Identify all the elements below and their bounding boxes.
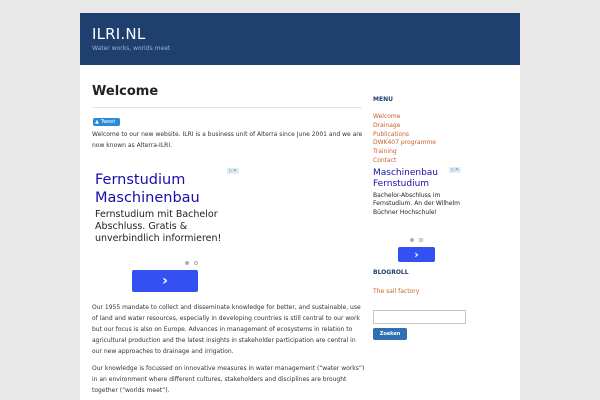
- pager-dot-active[interactable]: [410, 238, 414, 242]
- tweet-button[interactable]: [93, 118, 120, 126]
- tweet-label: Tweet: [100, 119, 116, 125]
- site-header: [80, 13, 520, 65]
- ad-main-pager: [185, 261, 198, 265]
- ad-sidebar-headline-1[interactable]: Maschinenbau: [373, 168, 438, 178]
- pager-dot-active[interactable]: [185, 261, 189, 265]
- blogroll-heading: BLOGROLL: [373, 269, 409, 276]
- blogroll-link-sail-factory[interactable]: The sail factory: [373, 288, 420, 295]
- ad-sidebar-body: Bachelor-Abschluss im Fernstudium. An der Wilhelm Büchner Hochschule!: [373, 192, 461, 216]
- search-input[interactable]: [373, 310, 466, 324]
- site-description: Water works, worlds meet: [92, 45, 171, 52]
- search-button[interactable]: Zoeken: [373, 328, 407, 340]
- pager-dot[interactable]: [419, 238, 423, 242]
- focus-paragraph: Our knowledge is focussed on innovative measures in water management (“water works”) in an environment where different cultures, stakeholders and disciplines are brought together (“worlds meet”).: [92, 365, 365, 394]
- ad-main-headline-2[interactable]: Maschinenbau: [95, 190, 200, 206]
- ad-sidebar-next-button[interactable]: ›: [398, 247, 435, 262]
- ad-main-headline-1[interactable]: Fernstudium: [95, 172, 186, 188]
- ad-main[interactable]: [92, 168, 239, 298]
- ad-main-next-button[interactable]: ›: [132, 270, 198, 292]
- menu-item-welcome[interactable]: Welcome: [373, 113, 401, 120]
- menu-item-publications[interactable]: Publications: [373, 130, 410, 138]
- menu-item-drainage[interactable]: Drainage: [373, 121, 401, 129]
- title-divider: [92, 107, 362, 108]
- menu-heading: MENU: [373, 96, 393, 103]
- page-frame: [80, 13, 520, 400]
- menu-item-dwk407[interactable]: DWK407 programme: [373, 139, 436, 147]
- page-title: Welcome: [92, 84, 159, 99]
- menu-item-training[interactable]: Training: [373, 148, 397, 156]
- intro-paragraph: Welcome to our new website. ILRI is a business unit of Alterra since June 2001 and we are now known as Alterra-ILRI.: [92, 131, 363, 149]
- ad-sidebar-pager: [410, 238, 423, 242]
- ad-sidebar-headline-2[interactable]: Fernstudium: [373, 179, 430, 189]
- site-title[interactable]: ILRI.NL: [92, 25, 146, 43]
- menu-item-contact[interactable]: Contact: [373, 156, 397, 164]
- sidebar-menu: [373, 113, 436, 166]
- ad-sidebar[interactable]: [373, 167, 461, 265]
- ad-main-body: Fernstudium mit Bachelor Abschluss. Gratis & unverbindlich informieren!: [95, 209, 222, 244]
- ad-choices-icon[interactable]: ▷✕: [228, 168, 238, 174]
- twitter-bird-icon: ▲: [95, 119, 99, 125]
- pager-dot[interactable]: [194, 261, 198, 265]
- mandate-paragraph: Our 1955 mandate to collect and disseminate knowledge for better, and sustainable, use of land and water resources, especially in developing countries is still central to our work but our focus is also on Europe. Advances in management of ecosystems in relation to agricultural production and the latest insights in stakeholder participation are central in our new approaches to drainage and irrigation.: [92, 304, 361, 355]
- ad-choices-icon[interactable]: ▷✕: [450, 167, 460, 173]
